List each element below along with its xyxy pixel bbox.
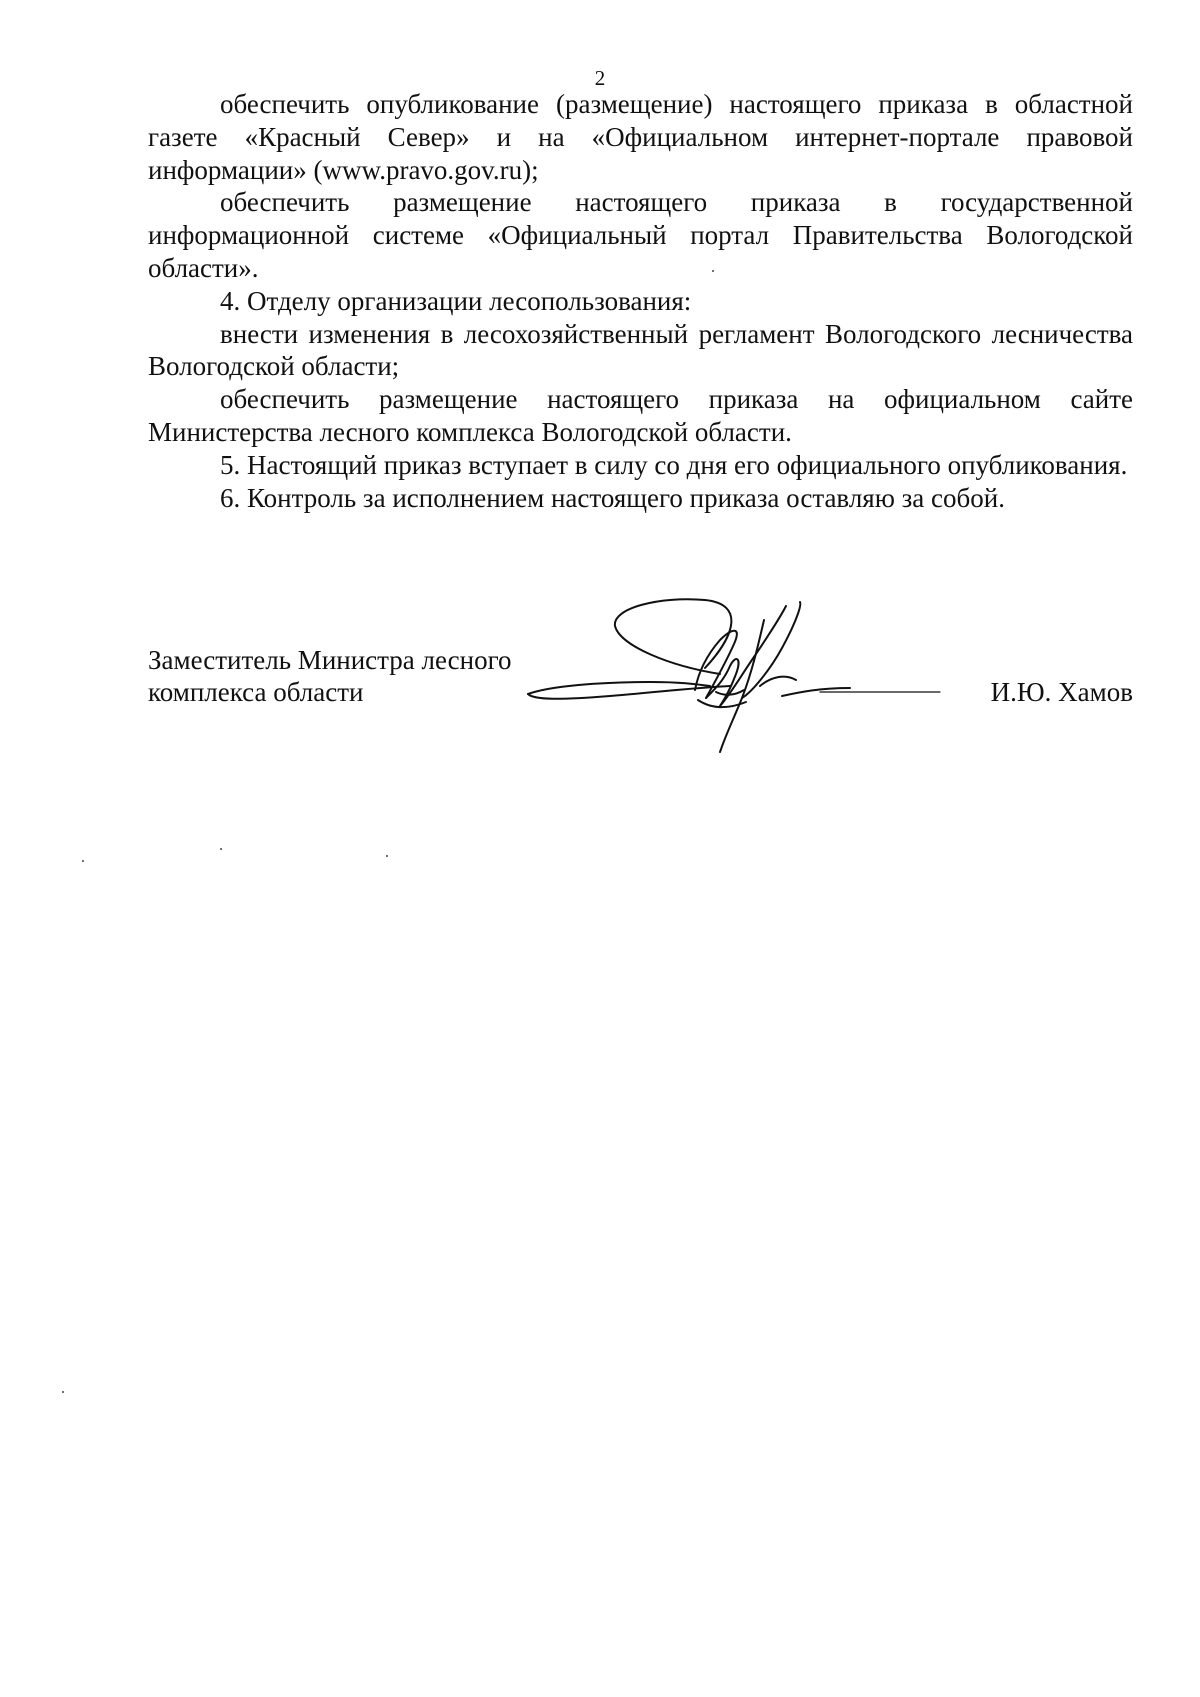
scan-speck — [220, 848, 222, 850]
scan-speck — [82, 860, 84, 862]
scan-speck — [386, 855, 388, 857]
paragraph-item-4: 4. Отделу организации лесопользования: — [220, 285, 692, 316]
paragraph-ministry-site: обеспечить размещение настоящего приказа на официальном сайте Министерства лесного комплекса Вологодской области. — [148, 384, 1133, 447]
signatory-title — [148, 644, 511, 708]
paragraph-regulation-changes: внести изменения в лесохозяйственный регламент Вологодского лесничества Вологодской области; — [148, 318, 1133, 382]
scan-speck — [712, 270, 714, 272]
document-body — [148, 88, 1133, 514]
handwritten-signature — [520, 596, 960, 766]
paragraph-publication: обеспечить опубликование (размещение) настоящего приказа в областной газете «Красный Север» и на «Официальном интернет-портале правовой информации» (www.pravo.gov.ru); — [148, 89, 1133, 185]
scan-speck — [62, 1391, 64, 1393]
signatory-title-line-1: Заместитель Министра лесного — [148, 645, 512, 675]
paragraph-item-5: 5. Настоящий приказ вступает в силу со дня его официального опубликования. — [220, 449, 1128, 480]
signatory-title-line-2: комплекса области — [148, 677, 364, 707]
paragraph-item-6: 6. Контроль за исполнением настоящего приказа оставляю за собой. — [220, 482, 1005, 513]
page-number: 2 — [594, 66, 606, 90]
paragraph-portal-placement: обеспечить размещение настоящего приказа в государственной информационной системе «Официальный портал Правительства Вологодской области». — [148, 187, 1133, 283]
signatory-name: И.Ю. Хамов — [990, 677, 1133, 707]
